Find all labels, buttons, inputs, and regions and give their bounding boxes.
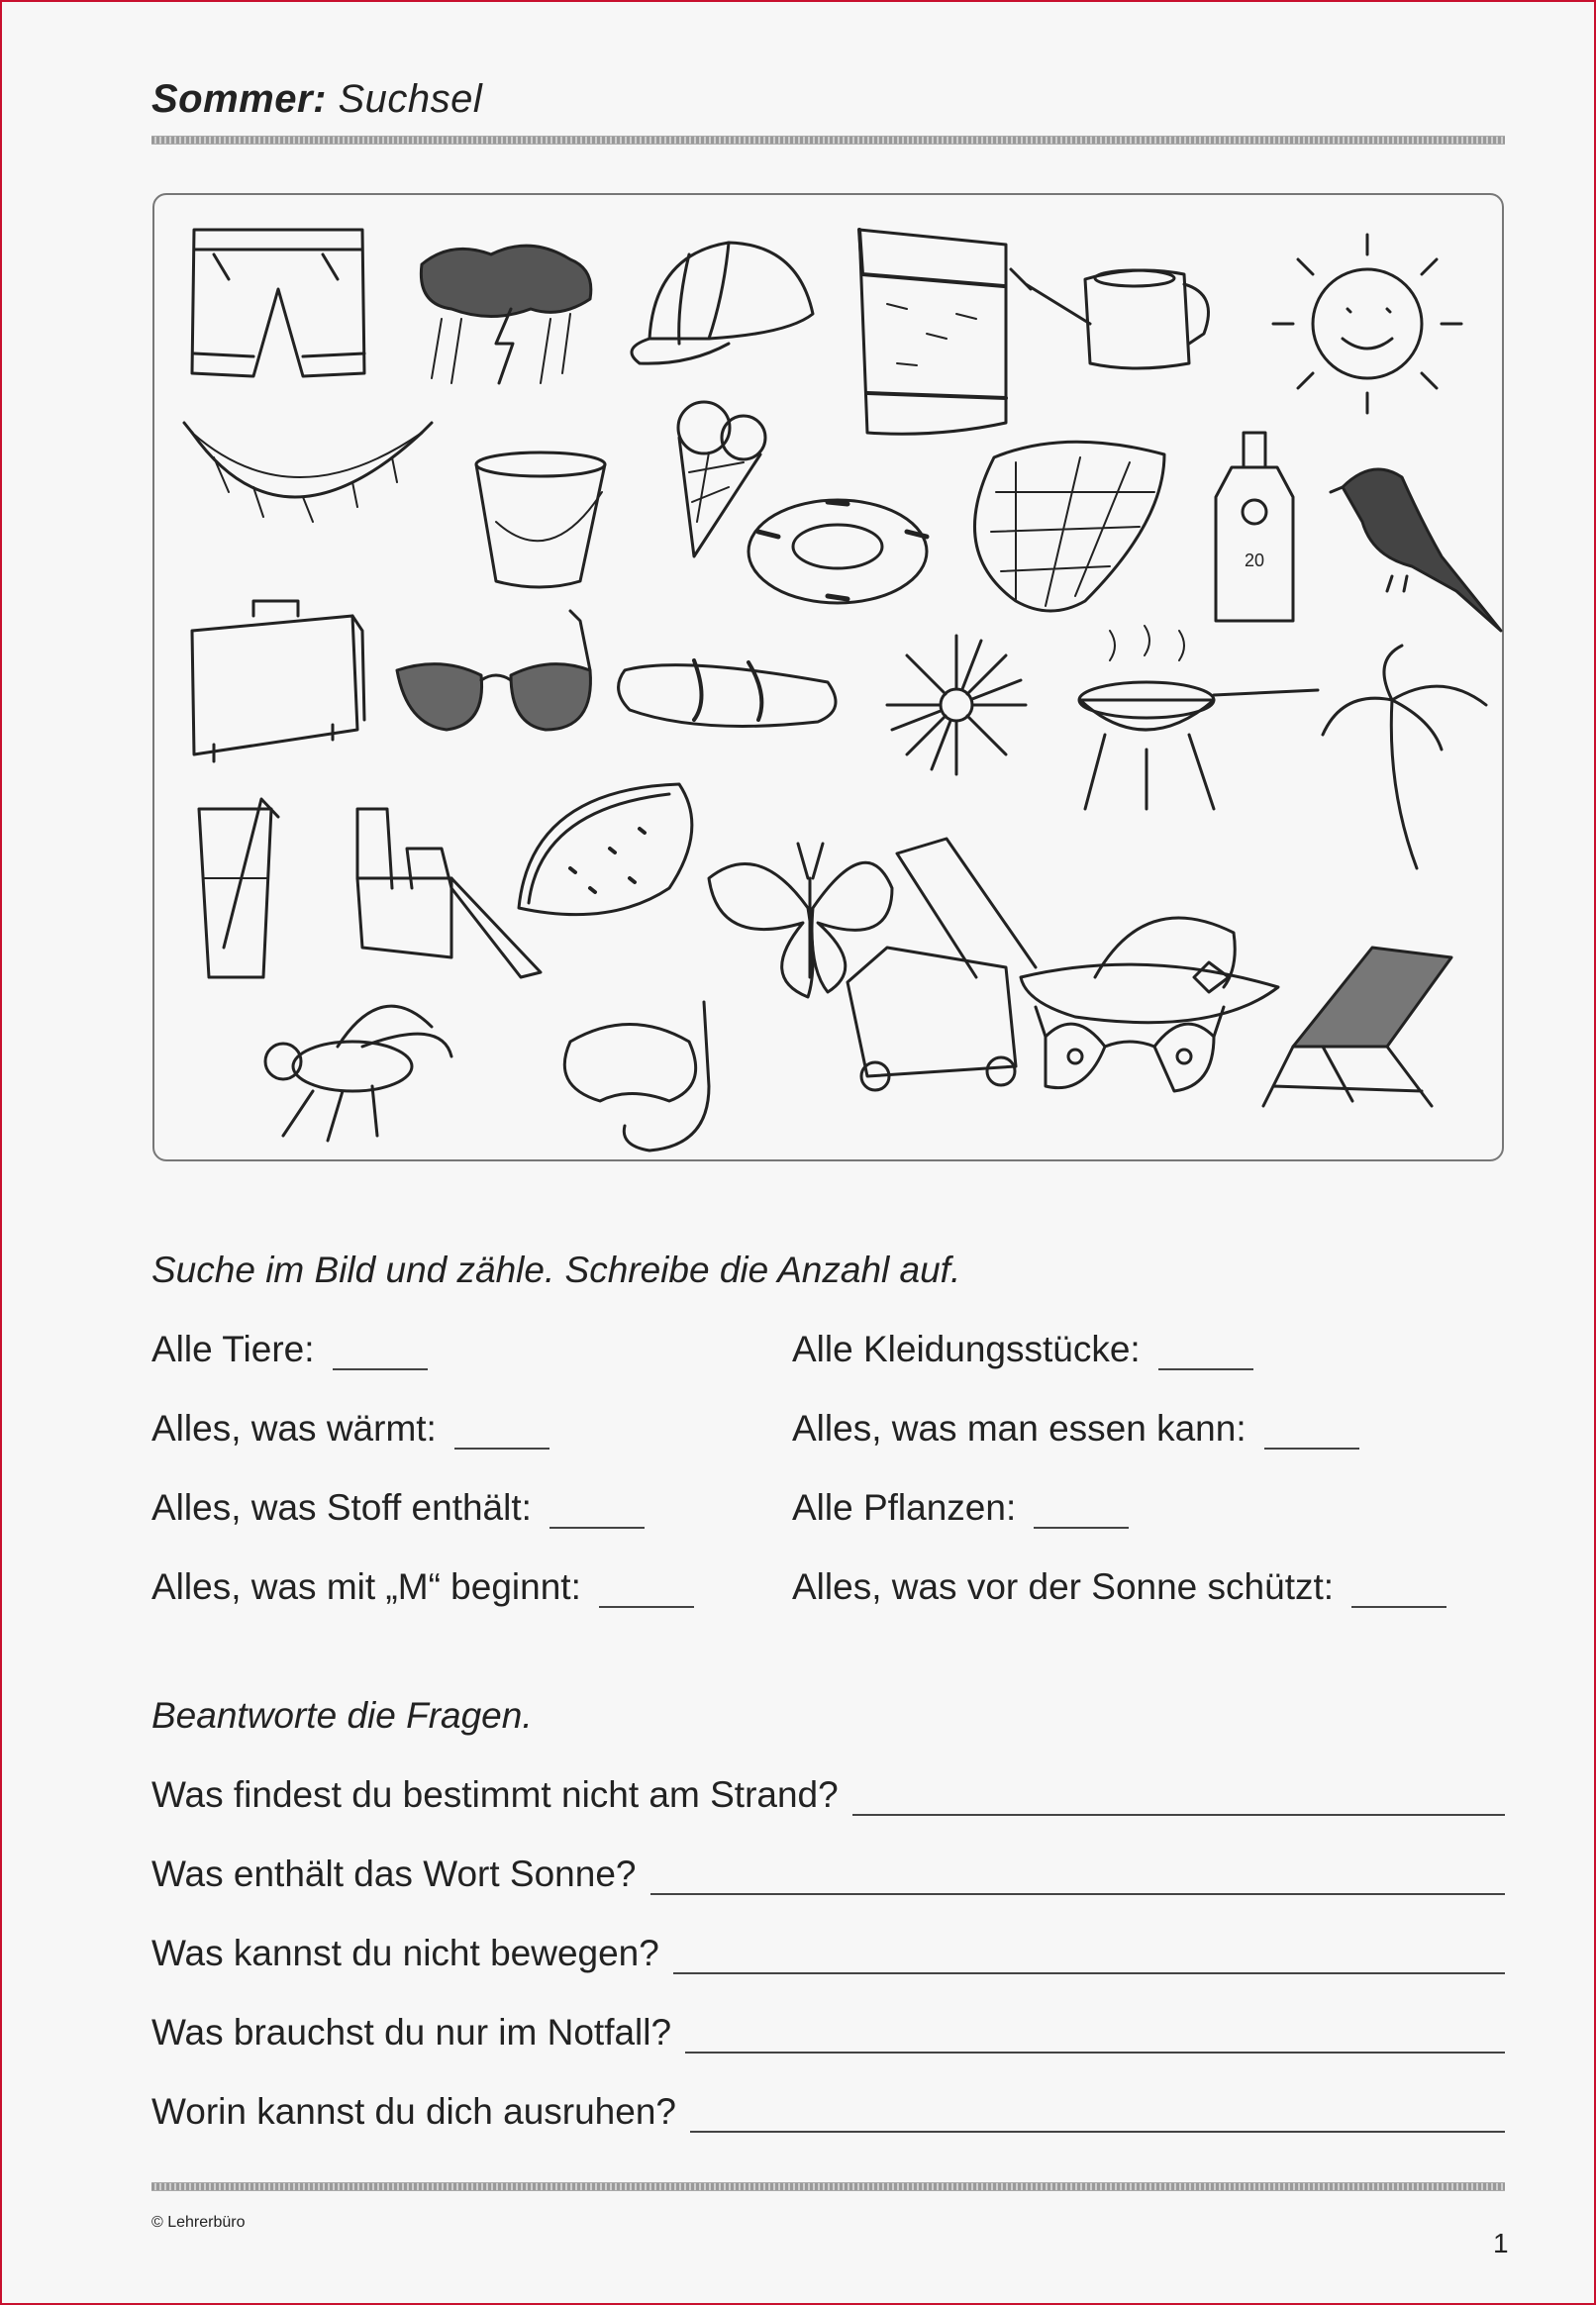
barbecue-grill-icon — [1079, 626, 1318, 809]
question-row — [151, 1933, 1505, 1974]
thunderstorm-icon — [421, 246, 590, 383]
count-item-fabric — [151, 1487, 645, 1529]
life-ring-icon — [748, 500, 927, 603]
title-subject: Suchsel — [326, 77, 483, 121]
shorts-icon — [192, 230, 364, 376]
top-rule — [151, 136, 1505, 145]
question-text: Was enthält das Wort Sonne? — [151, 1854, 637, 1894]
daisy-flower-icon — [887, 636, 1026, 774]
picture-search-frame — [152, 193, 1504, 1161]
count-blank[interactable] — [1158, 1339, 1253, 1370]
question-row — [151, 1854, 1505, 1895]
task1-instruction: Suche im Bild und zähle. Schreibe die Anzahl auf. — [151, 1250, 961, 1290]
question-row — [151, 1774, 1505, 1816]
count-label: Alles, was Stoff enthält: — [151, 1487, 532, 1528]
answer-line[interactable] — [685, 2022, 1505, 2054]
watering-can-icon — [1011, 269, 1209, 368]
count-item-warming — [151, 1408, 549, 1450]
beach-towel-icon — [859, 230, 1006, 434]
count-label: Alles, was man essen kann: — [792, 1408, 1247, 1449]
sunscreen-label: 20 — [1244, 551, 1265, 570]
title-topic: Sommer — [151, 77, 314, 121]
bee-icon — [265, 1006, 451, 1141]
page-number: 1 — [1493, 2228, 1509, 2258]
lawn-mower-icon — [848, 839, 1036, 1090]
swallow-bird-icon — [1331, 469, 1501, 631]
count-label: Alles, was wärmt: — [151, 1408, 437, 1449]
title-separator: : — [313, 77, 327, 121]
question-text: Was brauchst du nur im Notfall? — [151, 2012, 672, 2053]
count-label: Alles, was vor der Sonne schützt: — [792, 1566, 1335, 1607]
bucket-icon — [476, 452, 605, 587]
question-row — [151, 2091, 1505, 2133]
answer-line[interactable] — [852, 1784, 1505, 1816]
count-item-animals — [151, 1329, 428, 1370]
deck-chair-icon — [1263, 948, 1451, 1106]
cap-icon — [632, 243, 813, 363]
seashell-icon — [974, 442, 1164, 611]
count-blank[interactable] — [1034, 1497, 1129, 1529]
count-item-clothing — [792, 1329, 1253, 1370]
question-text: Was kannst du nicht bewegen? — [151, 1933, 659, 1973]
snorkel-mask-icon — [564, 1002, 709, 1151]
count-blank[interactable] — [333, 1339, 428, 1370]
count-label: Alle Kleidungsstücke: — [792, 1329, 1141, 1369]
drink-glass-icon — [199, 799, 278, 977]
sandal-icon — [619, 660, 836, 726]
question-text: Worin kannst du dich ausruhen? — [151, 2091, 676, 2132]
answer-line[interactable] — [650, 1863, 1506, 1895]
sun-hat-icon — [1021, 918, 1278, 1023]
suitcase-icon — [192, 601, 364, 761]
count-blank[interactable] — [1351, 1576, 1446, 1608]
count-item-sun-protection — [792, 1566, 1446, 1608]
answer-line[interactable] — [673, 1943, 1505, 1974]
slide-icon — [357, 809, 541, 977]
watermelon-icon — [519, 784, 692, 915]
ice-cream-icon — [678, 402, 765, 556]
bottom-rule — [151, 2182, 1505, 2191]
task2-instruction: Beantworte die Fragen. — [151, 1695, 533, 1736]
count-label: Alle Tiere: — [151, 1329, 315, 1369]
palm-tree-icon — [1323, 646, 1486, 868]
sunglasses-icon — [397, 611, 590, 730]
count-item-starts-with-m — [151, 1566, 694, 1608]
question-text: Was findest du bestimmt nicht am Strand? — [151, 1774, 839, 1815]
count-item-edible — [792, 1408, 1359, 1450]
count-item-plants — [792, 1487, 1129, 1529]
count-blank[interactable] — [454, 1418, 549, 1450]
answer-line[interactable] — [690, 2101, 1505, 2133]
count-label: Alles, was mit „M“ beginnt: — [151, 1566, 581, 1607]
copyright-notice: © Lehrerbüro — [151, 2214, 246, 2231]
count-blank[interactable] — [549, 1497, 645, 1529]
count-label: Alle Pflanzen: — [792, 1487, 1017, 1528]
page-title — [151, 77, 482, 122]
butterfly-icon — [709, 844, 892, 997]
question-row — [151, 2012, 1505, 2054]
count-blank[interactable] — [1264, 1418, 1359, 1450]
hammock-icon — [184, 423, 432, 522]
count-blank[interactable] — [599, 1576, 694, 1608]
sun-icon — [1273, 235, 1461, 413]
sunscreen-icon — [1216, 433, 1293, 621]
